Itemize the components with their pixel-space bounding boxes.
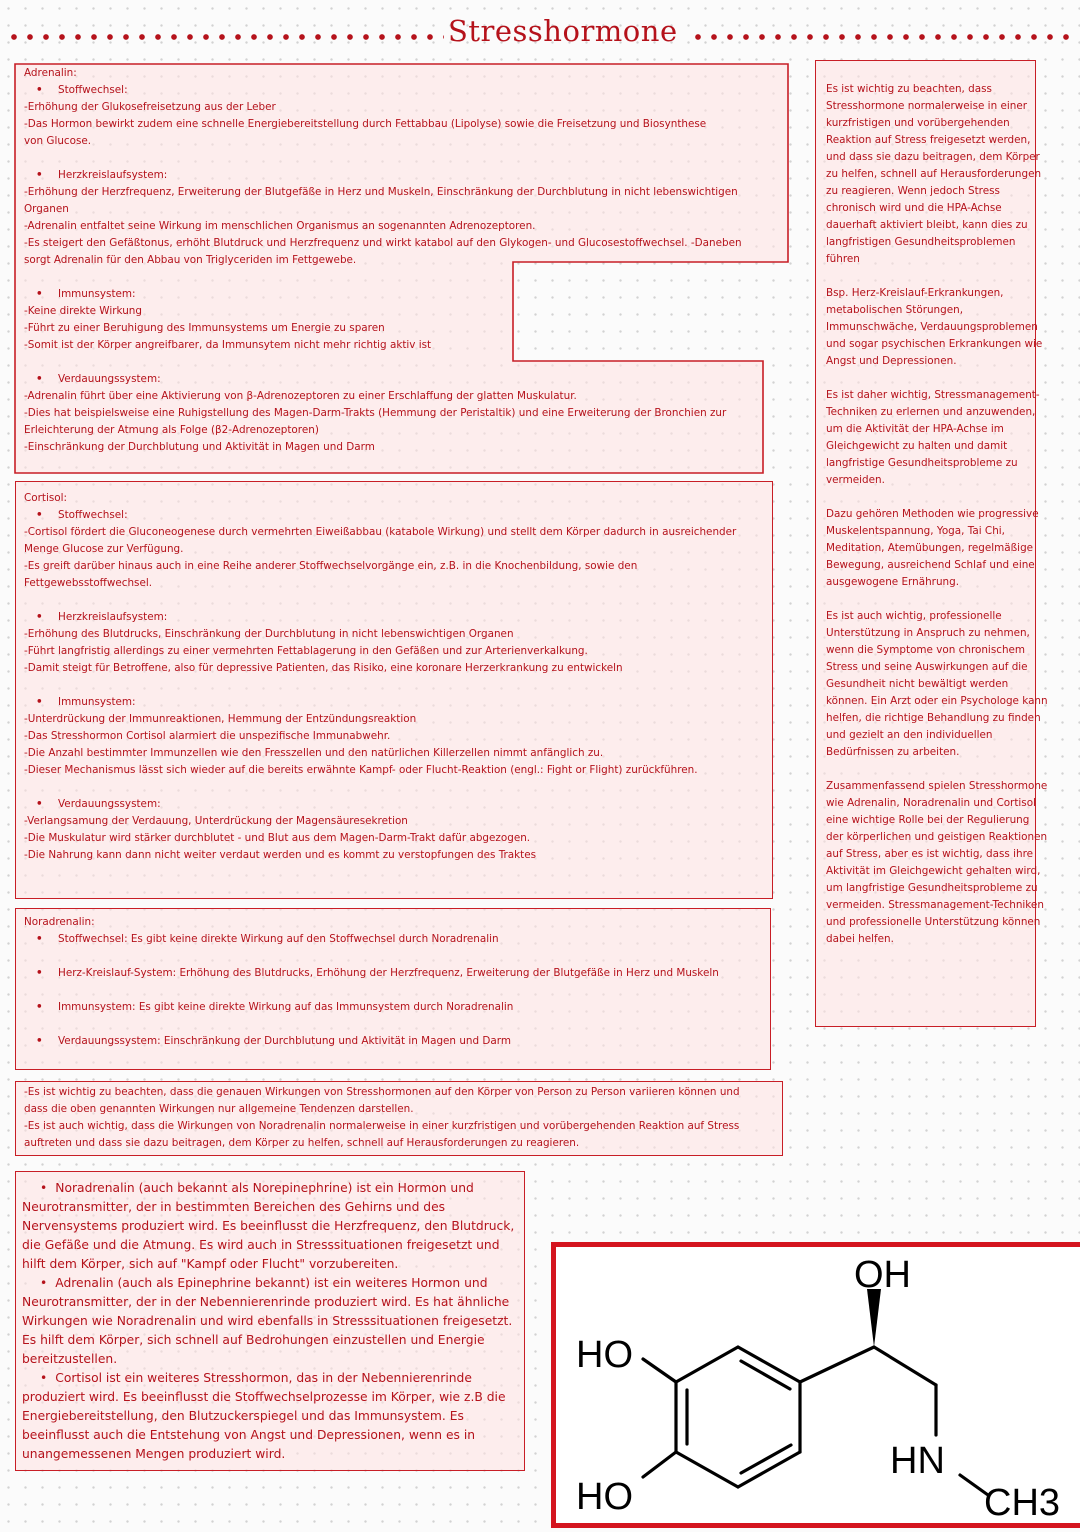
adrenalin-herz-line: sorgt Adrenalin für den Abbau von Triglyceriden im Fettgewebe. (24, 254, 357, 266)
cortisol-section (24, 490, 772, 864)
summary-text (22, 1179, 522, 1464)
adrenalin-immun-line: -Führt zu einer Beruhigung des Immunsystems um Energie zu sparen (24, 322, 385, 334)
note-line: -Es ist auch wichtig, dass die Wirkungen von Noradrenalin normalerweise in einer kurzfristigen und vorübergehenden Reaktion auf Stress (24, 1120, 740, 1132)
sidebar-paragraph: Bsp. Herz-Kreislauf-Erkrankungen, metabolischen Störungen, Immunschwäche, Verdauungsproblemen und sogar psychischen Erkrankungen wie Angst und Depressionen. (826, 287, 1043, 367)
note-line: dass die oben genannten Wirkungen nur allgemeine Tendenzen darstellen. (24, 1103, 414, 1115)
cortisol-heading: Cortisol: (24, 492, 68, 504)
adrenalin-verdauung-line: -Dies hat beispielsweise eine Ruhigstellung des Magen-Darm-Trakts (Hemmung der Peristaltik) und eine Erweiterung der Bronchien zur (24, 407, 727, 419)
adrenalin-herz-line: -Erhöhung der Herzfrequenz, Erweiterung der Blutgefäße in Herz und Muskeln, Einschränkung der Durchblutung in nicht lebenswichtigen (24, 186, 738, 198)
noradrenalin-heading: Noradrenalin: (24, 916, 95, 928)
adrenalin-immun-label: • Immunsystem: (24, 286, 784, 303)
label-ho-upper: HO (576, 1334, 633, 1376)
label-hn: HN (890, 1440, 945, 1482)
cortisol-verdauung-line: -Verlangsamung der Verdauung, Unterdrückung der Magensäuresekretion (24, 815, 408, 827)
adrenalin-stoffwechsel-line: -Das Hormon bewirkt zudem eine schnelle Energiebereitstellung durch Fettabbau (Lipolyse) sowie die Freisetzung und Biosynthese (24, 118, 707, 130)
adrenalin-section (24, 65, 784, 456)
sidebar-text (826, 81, 1048, 965)
adrenalin-heading: Adrenalin: (24, 67, 77, 79)
adrenalin-herz-line: -Adrenalin entfaltet seine Wirkung im menschlichen Organismus an sogenannten Adrenozeptoren. (24, 220, 536, 232)
summary-paragraph: • Cortisol ist ein weiteres Stresshormon, das in der Nebennierenrinde produziert wird. Es beeinflusst die Stoffwechselprozesse im Körper, wie z.B die Energiebereitstellung, den Blutzuckerspiegel und das Immunsystem. Es beeinflusst auch die Entstehung von Angst und Depressionen, wenn es in unangemessenen Mengen produziert wird. (22, 1369, 522, 1464)
sidebar-paragraph: Zusammenfassend spielen Stresshormone wie Adrenalin, Noradrenalin und Cortisol eine wichtige Rolle bei der Regulierung der körperlichen und geistigen Reaktionen auf Stress, aber es ist wichtig, dass ihre Aktivität im Gleichgewicht gehalten wird, um langfristige Gesundheitsprobleme zu vermeiden. Stressmanagement-Techniken und professionelle Unterstützung können dabei helfen. (826, 780, 1048, 945)
cortisol-verdauung-line: -Die Nahrung kann dann nicht weiter verdaut werden und es kommt zu verstopfungen des Traktes (24, 849, 537, 861)
cortisol-herz-line: -Damit steigt für Betroffene, also für depressive Patienten, das Risiko, eine koronare Herzerkrankung zu entwickeln (24, 662, 623, 674)
cortisol-herz-line: -Erhöhung des Blutdrucks, Einschränkung der Durchblutung in nicht lebenswichtigen Organen (24, 628, 514, 640)
adrenalin-herz-line: -Es steigert den Gefäßtonus, erhöht Blutdruck und Herzfrequenz und wirkt katabol auf den Glykogen- und Glucosestoffwechsel. -Daneben (24, 237, 742, 249)
noradrenalin-item: • Verdauungssystem: Einschränkung der Durchblutung und Aktivität in Magen und Darm (24, 1033, 769, 1050)
note-line: auftreten und dass sie dazu beitragen, dem Körper zu helfen, schnell auf Herausforderungen zu reagieren. (24, 1137, 580, 1149)
label-ch3: CH3 (984, 1482, 1061, 1524)
adrenalin-immun-line: -Somit ist der Körper angreifbarer, da Immunsytem nicht mehr richtig aktiv ist (24, 339, 432, 351)
adrenalin-verdauung-line: -Adrenalin führt über eine Aktivierung von β-Adrenozeptoren zu einer Erschlaffung der glatten Muskulatur. (24, 390, 577, 402)
sidebar-paragraph: Dazu gehören Methoden wie progressive Muskelentspannung, Yoga, Tai Chi, Meditation, Atemübungen, regelmäßige Bewegung, ausreichend Schlaf und eine ausgewogene Ernährung. (826, 508, 1039, 588)
adrenalin-herz-label: • Herzkreislaufsystem: (24, 167, 784, 184)
label-ho-lower: HO (576, 1476, 633, 1518)
cortisol-stoffwechsel-line: -Es greift darüber hinaus auch in eine Reihe anderer Stoffwechselvorgänge ein, z.B. in die Knochenbildung, sowie den (24, 560, 638, 572)
adrenalin-verdauung-line: -Einschränkung der Durchblutung und Aktivität in Magen und Darm (24, 441, 375, 453)
note-section (24, 1084, 779, 1152)
cortisol-immun-line: -Dieser Mechanismus lässt sich wieder auf die bereits erwähnte Kampf- oder Flucht-Reaktion (engl.: Fight or Flight) zurückführen. (24, 764, 698, 776)
adrenalin-stoffwechsel-line: von Glucose. (24, 135, 92, 147)
cortisol-herz-line: -Führt langfristig allerdings zu einer vermehrten Fettablagerung in den Gefäßen und zur Arterienverkalkung. (24, 645, 588, 657)
cortisol-immun-line: -Die Anzahl bestimmter Immunzellen wie den Fresszellen und den natürlichen Killerzellen nimmt anfänglich zu. (24, 747, 604, 759)
adrenalin-verdauung-label: • Verdauungssystem: (24, 371, 784, 388)
cortisol-verdauung-line: -Die Muskulatur wird stärker durchblutet - und Blut aus dem Magen-Darm-Trakt dafür abgezogen. (24, 832, 531, 844)
molecule-panel (551, 1242, 1080, 1528)
adrenalin-stoffwechsel-label: • Stoffwechsel: (24, 82, 784, 99)
noradrenalin-item: • Stoffwechsel: Es gibt keine direkte Wirkung auf den Stoffwechsel durch Noradrenalin (24, 931, 769, 948)
adrenalin-immun-line: -Keine direkte Wirkung (24, 305, 142, 317)
adrenalin-verdauung-line: Erleichterung der Atmung als Folge (β2-Adrenozeptoren) (24, 424, 319, 436)
page-title: Stresshormone (448, 14, 678, 48)
cortisol-immun-label: • Immunsystem: (24, 694, 772, 711)
cortisol-herz-label: • Herzkreislaufsystem: (24, 609, 772, 626)
cortisol-immun-line: -Unterdrückung der Immunreaktionen, Hemmung der Entzündungsreaktion (24, 713, 417, 725)
adrenalin-stoffwechsel-line: -Erhöhung der Glukosefreisetzung aus der Leber (24, 101, 276, 113)
summary-paragraph: • Adrenalin (auch als Epinephrine bekannt) ist ein weiteres Hormon und Neurotransmitter, der in der Nebennierenrinde produziert wird. Es hat ähnliche Wirkungen wie Noradrenalin und wird ebenfalls in Stresssituationen freigesetzt. Es hilft dem Körper, sich schnell auf Bedrohungen einzustellen und Energie bereitzustellen. (22, 1274, 522, 1369)
noradrenalin-item: • Herz-Kreislauf-System: Erhöhung des Blutdrucks, Erhöhung der Herzfrequenz, Erweiterung der Blutgefäße in Herz und Muskeln (24, 965, 769, 982)
noradrenalin-item: • Immunsystem: Es gibt keine direkte Wirkung auf das Immunsystem durch Noradrenalin (24, 999, 769, 1016)
label-oh: OH (854, 1254, 911, 1296)
noradrenalin-section (24, 914, 769, 1050)
sidebar-paragraph: Es ist daher wichtig, Stressmanagement-Techniken zu erlernen und anzuwenden, um die Aktivität der HPA-Achse im Gleichgewicht zu halten und damit langfristige Gesundheitsprobleme zu vermeiden. (826, 389, 1040, 486)
cortisol-stoffwechsel-label: • Stoffwechsel: (24, 507, 772, 524)
sidebar-paragraph: Es ist auch wichtig, professionelle Unterstützung in Anspruch zu nehmen, wenn die Symptome von chronischem Stress und seine Auswirkungen auf die Gesundheit nicht bewältigt werden können. Ein Arzt oder ein Psychologe kann helfen, die richtige Behandlung zu finden und gezielt an den individuellen Bedürfnissen zu arbeiten. (826, 610, 1048, 758)
cortisol-immun-line: -Das Stresshormon Cortisol alarmiert die unspezifische Immunabwehr. (24, 730, 391, 742)
cortisol-stoffwechsel-line: -Cortisol fördert die Gluconeogenese durch vermehrten Eiweißabbau (katabole Wirkung) und stellt dem Körper dadurch in ausreichender (24, 526, 737, 538)
cortisol-verdauung-label: • Verdauungssystem: (24, 796, 772, 813)
cortisol-stoffwechsel-line: Menge Glucose zur Verfügung. (24, 543, 184, 555)
wedge-bond (867, 1289, 881, 1347)
note-line: -Es ist wichtig zu beachten, dass die genauen Wirkungen von Stresshormonen auf den Körper von Person zu Person variieren können und (24, 1086, 740, 1098)
adrenaline-structure (556, 1247, 1080, 1528)
summary-paragraph: • Noradrenalin (auch bekannt als Norepinephrine) ist ein Hormon und Neurotransmitter, der in bestimmten Bereichen des Gehirns und des Nervensystems produziert wird. Es beeinflusst die Herzfrequenz, den Blutdruck, die Gefäße und die Atmung. Es wird auch in Stresssituationen freigesetzt und hilft dem Körper, sich auf "Kampf oder Flucht" vorzubereiten. (22, 1179, 522, 1274)
adrenalin-herz-line: Organen (24, 203, 69, 215)
sidebar-paragraph: Es ist wichtig zu beachten, dass Stresshormone normalerweise in einer kurzfristigen und vorübergehenden Reaktion auf Stress freigesetzt werden, und dass sie dazu beitragen, dem Körper zu helfen, schnell auf Herausforderungen zu reagieren. Wenn jedoch Stress chronisch wird und die HPA-Achse dauerhaft aktiviert bleibt, kann dies zu langfristigen Gesundheitsproblemen führen (826, 83, 1042, 265)
cortisol-stoffwechsel-line: Fettgewebsstoffwechsel. (24, 577, 153, 589)
